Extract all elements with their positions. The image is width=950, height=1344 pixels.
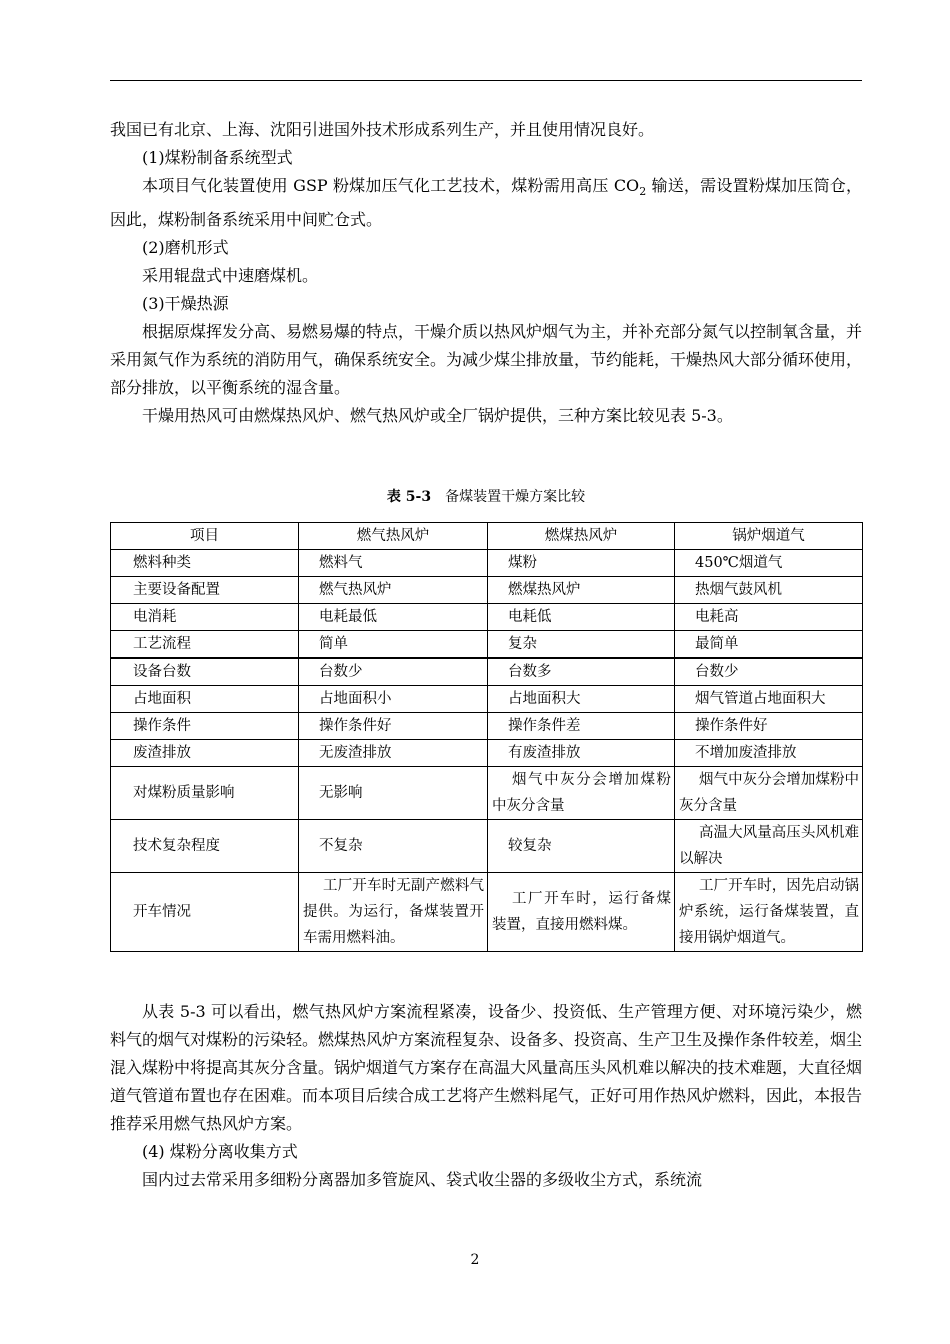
cell-gas: 无废渣排放 <box>299 740 488 767</box>
cell-gas: 燃气热风炉 <box>299 577 488 604</box>
cell-boiler: 台数少 <box>675 658 863 686</box>
row-label: 占地面积 <box>111 686 299 713</box>
page-number: 2 <box>470 1252 480 1268</box>
cell-coal: 较复杂 <box>488 820 675 873</box>
table-row <box>111 577 863 604</box>
cell-coal: 占地面积大 <box>488 686 675 713</box>
conclusion-section <box>110 998 862 1194</box>
row-label: 对煤粉质量影响 <box>111 767 299 820</box>
table-row <box>111 713 863 740</box>
row-label: 废渣排放 <box>111 740 299 767</box>
cell-coal: 燃煤热风炉 <box>488 577 675 604</box>
row-label: 燃料种类 <box>111 550 299 577</box>
table-row <box>111 550 863 577</box>
paragraph-separation: 国内过去常采用多细粉分离器加多管旋风、袋式收尘器的多级收尘方式，系统流 <box>142 1170 703 1189</box>
row-label: 设备台数 <box>111 658 299 686</box>
paragraph-mill: 采用辊盘式中速磨煤机。 <box>142 266 319 285</box>
table-caption-text: 备煤装置干燥方案比较 <box>445 489 586 505</box>
table-caption-number: 表 5-3 <box>386 489 432 505</box>
paragraph-gsp-text: 本项目气化装置使用 GSP 粉煤加压气化工艺技术，煤粉需用高压 CO <box>142 176 640 195</box>
table-row <box>111 873 863 952</box>
cell-boiler: 高温大风量高压头风机难以解决 <box>675 820 863 873</box>
table-header-row <box>111 523 863 550</box>
row-label: 技术复杂程度 <box>111 820 299 873</box>
cell-gas: 占地面积小 <box>299 686 488 713</box>
paragraph-hot-air-options: 干燥用热风可由燃煤热风炉、燃气热风炉或全厂锅炉提供，三种方案比较见表 5-3。 <box>142 406 733 425</box>
cell-gas: 电耗最低 <box>299 604 488 631</box>
table-row <box>111 767 863 820</box>
table-row <box>111 820 863 873</box>
cell-gas: 不复杂 <box>299 820 488 873</box>
header-boiler-flue-gas: 锅炉烟道气 <box>675 523 863 550</box>
cell-coal: 复杂 <box>488 631 675 659</box>
cell-gas: 工厂开车时无副产燃料气提供。为运行，备煤装置开车需用燃料油。 <box>299 873 488 952</box>
table-row <box>111 740 863 767</box>
co2-subscript: 2 <box>639 185 647 198</box>
cell-coal: 烟气中灰分会增加煤粉中灰分含量 <box>488 767 675 820</box>
heading-heat-source: (3)干燥热源 <box>142 294 229 313</box>
heading-separation: (4) 煤粉分离收集方式 <box>142 1142 298 1161</box>
cell-boiler: 烟气中灰分会增加煤粉中灰分含量 <box>675 767 863 820</box>
table-row <box>111 631 863 659</box>
cell-gas: 操作条件好 <box>299 713 488 740</box>
cell-boiler: 450℃烟道气 <box>675 550 863 577</box>
paragraph-comparison-conclusion: 从表 5-3 可以看出，燃气热风炉方案流程紧凑，设备少、投资低、生产管理方便、对环境污染少，燃料气的烟气对煤粉的污染轻。燃煤热风炉方案流程复杂、设备多、投资高、生产卫生及操作条件较差，烟尘混入煤粉中将提高其灰分含量。锅炉烟道气方案存在高温大风量高压头风机难以解决的技术难题，大直径烟道气管道布置也存在困难。而本项目后续合成工艺将产生燃料尾气，正好可用作热风炉燃料，因此，本报告推荐采用燃气热风炉方案。 <box>110 1002 863 1133</box>
header-coal-heater: 燃煤热风炉 <box>488 523 675 550</box>
cell-boiler: 不增加废渣排放 <box>675 740 863 767</box>
row-label: 主要设备配置 <box>111 577 299 604</box>
cell-coal: 煤粉 <box>488 550 675 577</box>
table-row <box>111 658 863 686</box>
cell-gas: 简单 <box>299 631 488 659</box>
header-gas-heater: 燃气热风炉 <box>299 523 488 550</box>
row-label: 开车情况 <box>111 873 299 952</box>
paragraph-drying-medium: 根据原煤挥发分高、易燃易爆的特点，干燥介质以热风炉烟气为主，并补充部分氮气以控制氧含量，并采用氮气作为系统的消防用气，确保系统安全。为减少煤尘排放量，节约能耗，干燥热风大部分循环使用，部分排放，以平衡系统的湿含量。 <box>110 322 863 397</box>
cell-boiler: 操作条件好 <box>675 713 863 740</box>
cell-gas: 无影响 <box>299 767 488 820</box>
paragraph-gsp-text-end: 输送，需设置粉煤加压筒仓，因此，煤粉制备系统采用中间贮仓式。 <box>110 176 862 229</box>
cell-gas: 燃料气 <box>299 550 488 577</box>
cell-boiler: 电耗高 <box>675 604 863 631</box>
row-label: 操作条件 <box>111 713 299 740</box>
header-rule <box>110 80 862 81</box>
paragraph-intro: 我国已有北京、上海、沈阳引进国外技术形成系列生产，并且使用情况良好。 <box>110 120 655 139</box>
cell-coal: 台数多 <box>488 658 675 686</box>
table-row <box>111 604 863 631</box>
cell-boiler: 工厂开车时，因先启动锅炉系统，运行备煤装置，直接用锅炉烟道气。 <box>675 873 863 952</box>
cell-boiler: 最简单 <box>675 631 863 659</box>
cell-gas: 台数少 <box>299 658 488 686</box>
cell-coal: 操作条件差 <box>488 713 675 740</box>
cell-coal: 有废渣排放 <box>488 740 675 767</box>
header-item: 项目 <box>111 523 299 550</box>
paragraph-gsp <box>110 172 862 234</box>
comparison-table <box>110 522 863 952</box>
cell-boiler: 热烟气鼓风机 <box>675 577 863 604</box>
heading-system-type: (1)煤粉制备系统型式 <box>142 148 293 167</box>
cell-boiler: 烟气管道占地面积大 <box>675 686 863 713</box>
cell-coal: 工厂开车时，运行备煤装置，直接用燃料煤。 <box>488 873 675 952</box>
heading-mill-type: (2)磨机形式 <box>142 238 229 257</box>
intro-section <box>110 116 862 430</box>
cell-coal: 电耗低 <box>488 604 675 631</box>
row-label: 电消耗 <box>111 604 299 631</box>
row-label: 工艺流程 <box>111 631 299 659</box>
table-caption <box>110 486 862 508</box>
table-row <box>111 686 863 713</box>
